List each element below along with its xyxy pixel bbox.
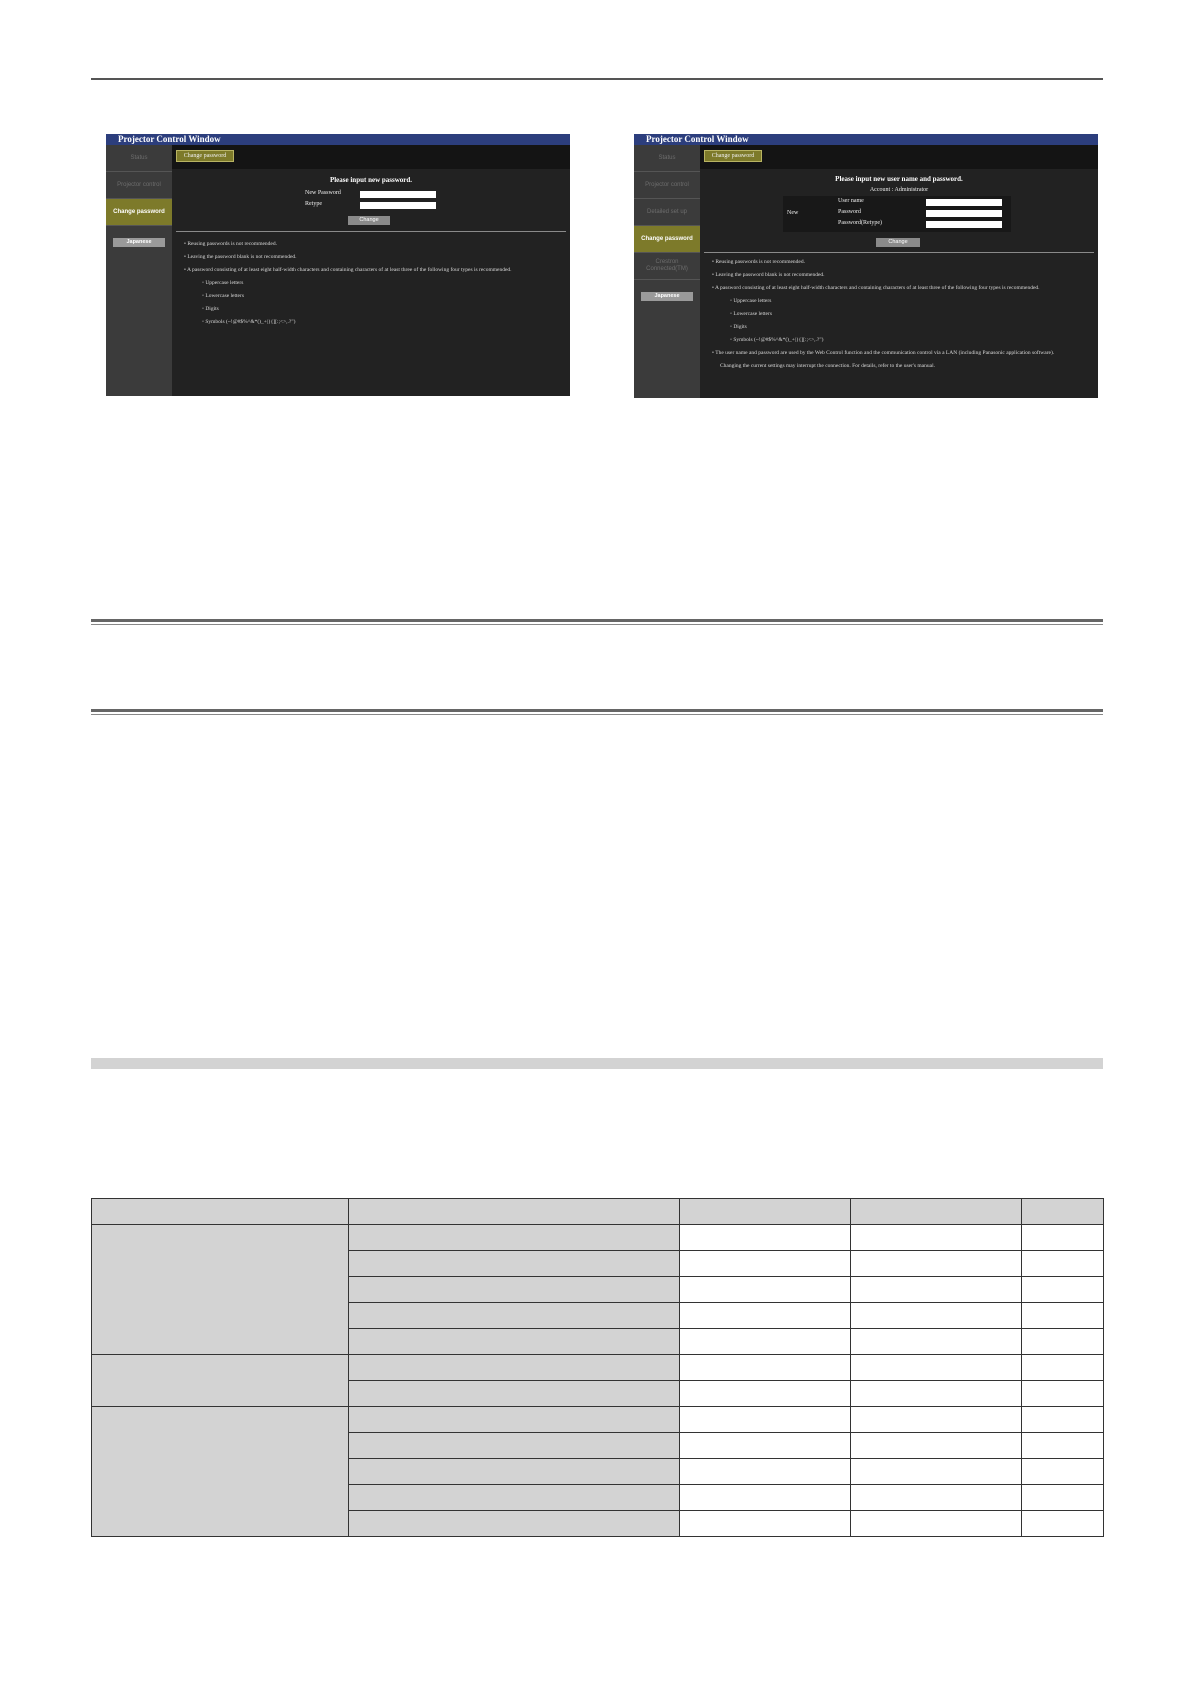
note-item: • Leaving the password blank is not recommended. xyxy=(184,254,297,260)
form-heading: Please input new password. xyxy=(329,176,413,184)
table-header-row xyxy=(92,1199,1104,1225)
table-header-cell xyxy=(1022,1199,1104,1225)
table-row xyxy=(92,1355,1104,1381)
table-cell xyxy=(851,1277,1022,1303)
sidebar xyxy=(106,145,172,396)
table-cell xyxy=(680,1303,851,1329)
table-cell xyxy=(680,1329,851,1355)
group-cell xyxy=(92,1225,349,1355)
item-cell xyxy=(349,1303,680,1329)
sidebar xyxy=(634,145,700,398)
table-cell xyxy=(851,1459,1022,1485)
item-cell xyxy=(349,1485,680,1511)
table-cell xyxy=(851,1433,1022,1459)
table-cell xyxy=(1022,1251,1104,1277)
item-cell xyxy=(349,1407,680,1433)
item-cell xyxy=(349,1251,680,1277)
table-cell xyxy=(680,1225,851,1251)
item-cell xyxy=(349,1381,680,1407)
change-password-tab[interactable]: Change password xyxy=(176,150,234,162)
table-header-cell xyxy=(851,1199,1022,1225)
form-heading: Please input new user name and password. xyxy=(835,175,963,183)
change-button[interactable]: Change xyxy=(348,216,390,225)
japanese-button[interactable]: Japanese xyxy=(641,292,693,301)
new-password-label: New Password xyxy=(305,190,341,196)
sidebar-item-change-password[interactable]: Change password xyxy=(634,226,700,253)
window-title: Projector Control Window xyxy=(634,134,1098,145)
table-cell xyxy=(680,1381,851,1407)
table-cell xyxy=(851,1225,1022,1251)
note-item: • Leaving the password blank is not recommended. xyxy=(712,272,825,278)
table-cell xyxy=(1022,1277,1104,1303)
password-label: Password xyxy=(838,209,862,215)
type-item: ◦ Symbols (~!@#$%^&*()_+|}{][:;<>,.?") xyxy=(730,337,824,343)
sidebar-item-detailed-set-up[interactable]: Detailed set up xyxy=(634,199,700,226)
sidebar-item-status[interactable]: Status xyxy=(106,145,172,172)
table-cell xyxy=(680,1277,851,1303)
note-item: • Reusing passwords is not recommended. xyxy=(712,259,805,265)
projector-window-left xyxy=(106,134,570,396)
table-cell xyxy=(1022,1329,1104,1355)
table-cell xyxy=(851,1251,1022,1277)
table-cell xyxy=(680,1407,851,1433)
sidebar-item-crestron-connected[interactable]: Crestron Connected(TM) xyxy=(634,253,700,280)
table-header-cell xyxy=(349,1199,680,1225)
item-cell xyxy=(349,1225,680,1251)
section-rule xyxy=(91,619,1103,625)
main-panel xyxy=(700,169,1098,398)
sidebar-item-projector-control[interactable]: Projector control xyxy=(634,172,700,199)
note-item: • A password consisting of at least eight half-width characters and containing characters of at least three of the following four types is recommended. xyxy=(712,285,1040,291)
table-cell xyxy=(680,1485,851,1511)
table-cell xyxy=(1022,1381,1104,1407)
sidebar-item-status[interactable]: Status xyxy=(634,145,700,172)
item-cell xyxy=(349,1355,680,1381)
change-password-tab[interactable]: Change password xyxy=(704,150,762,162)
top-bar xyxy=(700,145,1098,169)
type-item: ◦ Digits xyxy=(730,324,747,330)
type-item: ◦ Digits xyxy=(202,306,219,312)
type-item: ◦ Uppercase letters xyxy=(202,280,244,286)
group-cell xyxy=(92,1355,349,1407)
section-band xyxy=(91,1058,1103,1069)
table-row xyxy=(92,1225,1104,1251)
section-rule xyxy=(91,709,1103,715)
retype-label: Retype xyxy=(305,201,322,207)
type-item: ◦ Symbols (~!@#$%^&*()_+|}{][:;<>,.?") xyxy=(202,319,296,325)
table-cell xyxy=(851,1511,1022,1537)
table-header-cell xyxy=(680,1199,851,1225)
table-cell xyxy=(851,1381,1022,1407)
table-cell xyxy=(1022,1303,1104,1329)
table-cell xyxy=(1022,1225,1104,1251)
table-cell xyxy=(851,1329,1022,1355)
item-cell xyxy=(349,1329,680,1355)
table-cell xyxy=(1022,1407,1104,1433)
table-cell xyxy=(1022,1355,1104,1381)
item-cell xyxy=(349,1459,680,1485)
table-cell xyxy=(851,1407,1022,1433)
password-input[interactable] xyxy=(926,210,1002,217)
item-cell xyxy=(349,1277,680,1303)
divider xyxy=(176,231,566,232)
new-password-input[interactable] xyxy=(360,191,436,198)
note-item: • A password consisting of at least eight half-width characters and containing characters of at least three of the following four types is recommended. xyxy=(184,267,512,273)
table-row xyxy=(92,1407,1104,1433)
item-cell xyxy=(349,1511,680,1537)
header-rule xyxy=(91,78,1103,80)
type-item: ◦ Uppercase letters xyxy=(730,298,772,304)
table-cell xyxy=(680,1459,851,1485)
top-bar xyxy=(172,145,570,169)
sidebar-item-change-password[interactable]: Change password xyxy=(106,199,172,226)
table-cell xyxy=(1022,1511,1104,1537)
account-line: Account : Administrator xyxy=(869,187,929,193)
table-header-cell xyxy=(92,1199,349,1225)
divider xyxy=(704,252,1094,253)
note-item: Changing the current settings may interrupt the connection. For details, refer to the user's manual. xyxy=(720,363,935,369)
projector-window-right xyxy=(634,134,1098,398)
table-cell xyxy=(680,1251,851,1277)
change-button[interactable]: Change xyxy=(876,238,920,247)
main-panel xyxy=(172,169,570,396)
table-cell xyxy=(680,1433,851,1459)
table-cell xyxy=(851,1303,1022,1329)
table-cell xyxy=(680,1355,851,1381)
japanese-button[interactable]: Japanese xyxy=(113,238,165,247)
password-retype-label: Password(Retype) xyxy=(838,220,882,226)
spec-table xyxy=(91,1198,1104,1537)
type-item: ◦ Lowercase letters xyxy=(730,311,772,317)
table-cell xyxy=(851,1485,1022,1511)
item-cell xyxy=(349,1433,680,1459)
table-cell xyxy=(1022,1433,1104,1459)
retype-input[interactable] xyxy=(360,202,436,209)
user-name-label: User name xyxy=(838,198,864,204)
note-item: • Reusing passwords is not recommended. xyxy=(184,241,277,247)
table-cell xyxy=(1022,1459,1104,1485)
table-cell xyxy=(1022,1485,1104,1511)
type-item: ◦ Lowercase letters xyxy=(202,293,244,299)
table-cell xyxy=(680,1511,851,1537)
new-label: New xyxy=(787,210,799,216)
sidebar-item-projector-control[interactable]: Projector control xyxy=(106,172,172,199)
password-retype-input[interactable] xyxy=(926,221,1002,228)
user-name-input[interactable] xyxy=(926,199,1002,206)
table-cell xyxy=(851,1355,1022,1381)
group-cell xyxy=(92,1407,349,1537)
window-title: Projector Control Window xyxy=(106,134,570,145)
note-item: • The user name and password are used by the Web Control function and the communication control via a LAN (including Panasonic application software). xyxy=(712,350,1055,356)
